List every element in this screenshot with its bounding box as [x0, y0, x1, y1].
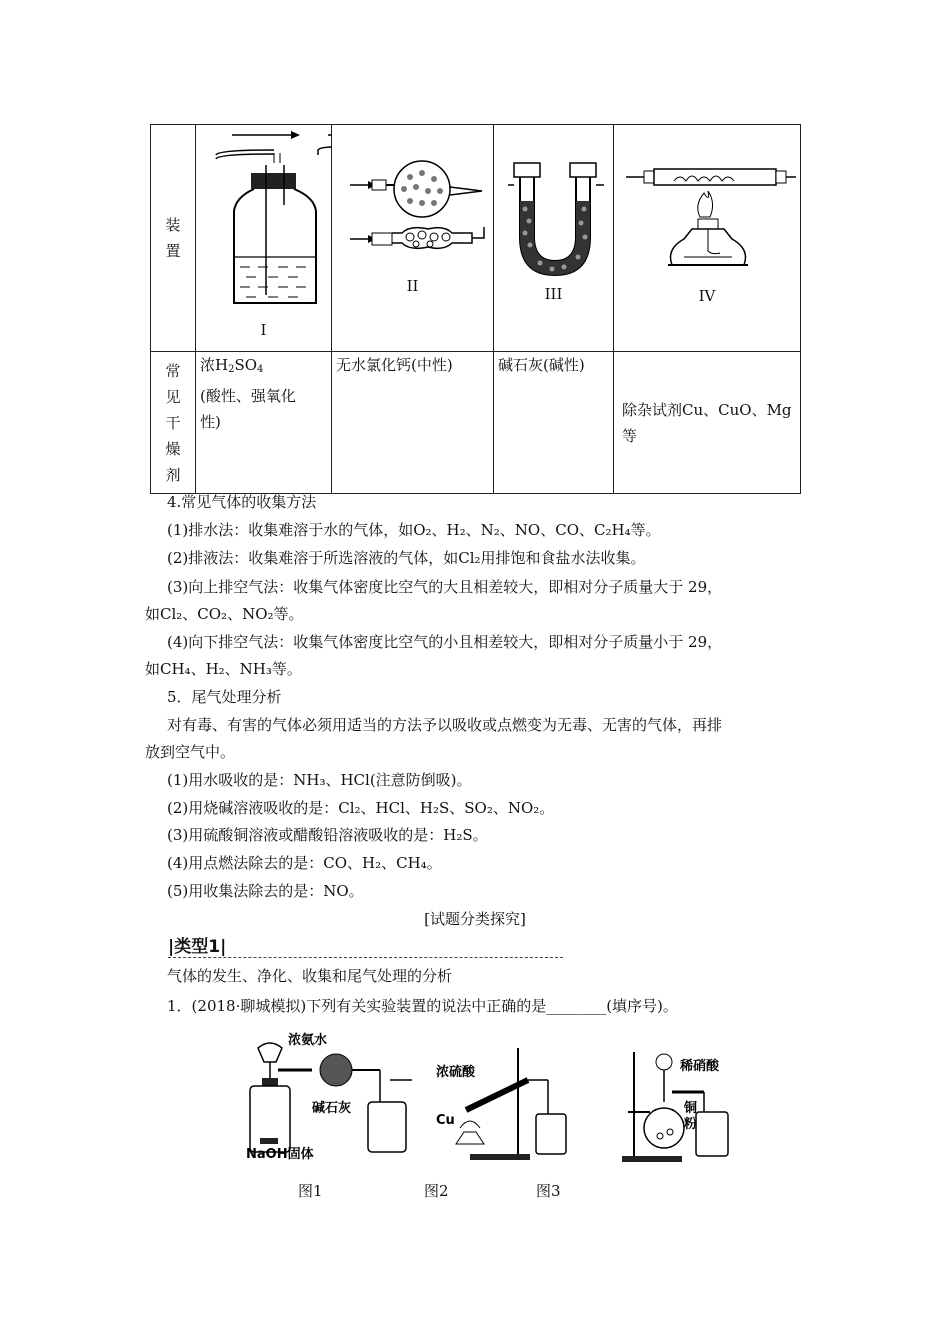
figure-1-apparatus [246, 1032, 412, 1162]
row-header-dryer-text: 常见干燥剂 [165, 361, 181, 484]
device-label-3: III [544, 285, 563, 303]
row-header-dryer [151, 352, 196, 494]
device-label-4: IV [698, 287, 716, 305]
question-1: 1．(2018·聊城模拟)下列有关实验装置的说法中正确的是________(填序号)。 [167, 997, 678, 1015]
fig3-label-copper-2: 粉 [684, 1117, 698, 1132]
type-label: |类型1| [168, 937, 227, 957]
fig2-label-cu: Cu [436, 1113, 455, 1128]
section5-item2: (2)用烧碱溶液吸收的是：Cl₂、HCl、H₂S、SO₂、NO₂。 [167, 799, 555, 817]
device-label-1: I [260, 321, 267, 339]
section4-item3a: (3)向上排空气法：收集气体密度比空气的大且相差较大，即相对分子质量大于 29， [167, 578, 723, 596]
section5-item4: (4)用点燃法除去的是：CO、H₂、CH₄。 [167, 854, 442, 872]
apparatus-figures [240, 1032, 760, 1172]
row-header-device-text: 装置 [165, 216, 181, 260]
figure-3-apparatus [622, 1052, 728, 1162]
reagent-2: 无水氯化钙(中性) [336, 356, 453, 374]
section5-intro-a: 对有毒、有害的气体必须用适当的方法予以吸收或点燃变为无毒、无害的气体，再排 [167, 716, 723, 734]
fig1-label-ammonia: 浓氨水 [288, 1033, 328, 1048]
section5-item5: (5)用收集法除去的是：NO。 [167, 882, 364, 900]
reagent-cell-3 [494, 352, 614, 494]
exploration-heading: [试题分类探究] [424, 910, 526, 928]
type-divider [168, 957, 563, 958]
section4-item4a: (4)向下排空气法：收集气体密度比空气的小且相差较大，即相对分子质量小于 29， [167, 633, 723, 651]
fig3-label-nitric: 稀硝酸 [680, 1059, 720, 1074]
drying-device-table [150, 124, 801, 494]
section4-title: 4.常见气体的收集方法 [167, 493, 317, 511]
section4-item3b: 如Cl₂、CO₂、NO₂等。 [145, 605, 304, 623]
section4-item1: (1)排水法：收集难溶于水的气体，如O₂、H₂、N₂、NO、CO、C₂H₄等。 [167, 521, 661, 539]
reagent-cell-2 [332, 352, 494, 494]
fig2-label-acid: 浓硫酸 [436, 1065, 476, 1080]
reagent-cell-1 [196, 352, 332, 494]
fig3-caption: 图3 [536, 1182, 561, 1200]
gas-washing-bottle-diagram [196, 125, 332, 351]
device-cell-1 [196, 125, 332, 352]
reagent-cell-4 [614, 352, 801, 494]
drying-tube-diagram [332, 125, 494, 351]
figure-2-apparatus [436, 1048, 566, 1160]
reagent-3: 碱石灰(碱性) [498, 356, 585, 374]
type-subtitle: 气体的发生、净化、收集和尾气处理的分析 [167, 967, 453, 985]
fig3-label-copper-1: 铜 [684, 1101, 698, 1116]
reagent-4: 除杂试剂Cu、CuO、Mg 等 [622, 400, 792, 445]
section5-intro-b: 放到空气中。 [145, 743, 236, 761]
fig2-caption: 图2 [424, 1182, 449, 1200]
device-cell-3 [494, 125, 614, 352]
section5-title: 5．尾气处理分析 [167, 688, 282, 706]
row-header-device [151, 125, 196, 352]
section5-item3: (3)用硫酸铜溶液或醋酸铅溶液吸收的是：H₂S。 [167, 826, 488, 844]
reagent-1: 浓$H_2SO_4$ (酸性、强氧化 性) [200, 356, 296, 431]
section4-item4b: 如CH₄、H₂、NH₃等。 [145, 660, 302, 678]
section4-item2: (2)排液法：收集难溶于所选溶液的气体，如Cl₂用排饱和食盐水法收集。 [167, 549, 646, 567]
fig1-label-sodalime: 碱石灰 [312, 1101, 352, 1116]
heated-tube-diagram [614, 125, 801, 351]
fig1-caption: 图1 [298, 1182, 323, 1200]
fig1-label-naoh: NaOH固体 [246, 1147, 314, 1162]
u-tube-diagram [494, 125, 614, 351]
section5-item1: (1)用水吸收的是：NH₃、HCl(注意防倒吸)。 [167, 771, 472, 789]
device-cell-4 [614, 125, 801, 352]
device-cell-2 [332, 125, 494, 352]
device-label-2: II [406, 277, 419, 295]
